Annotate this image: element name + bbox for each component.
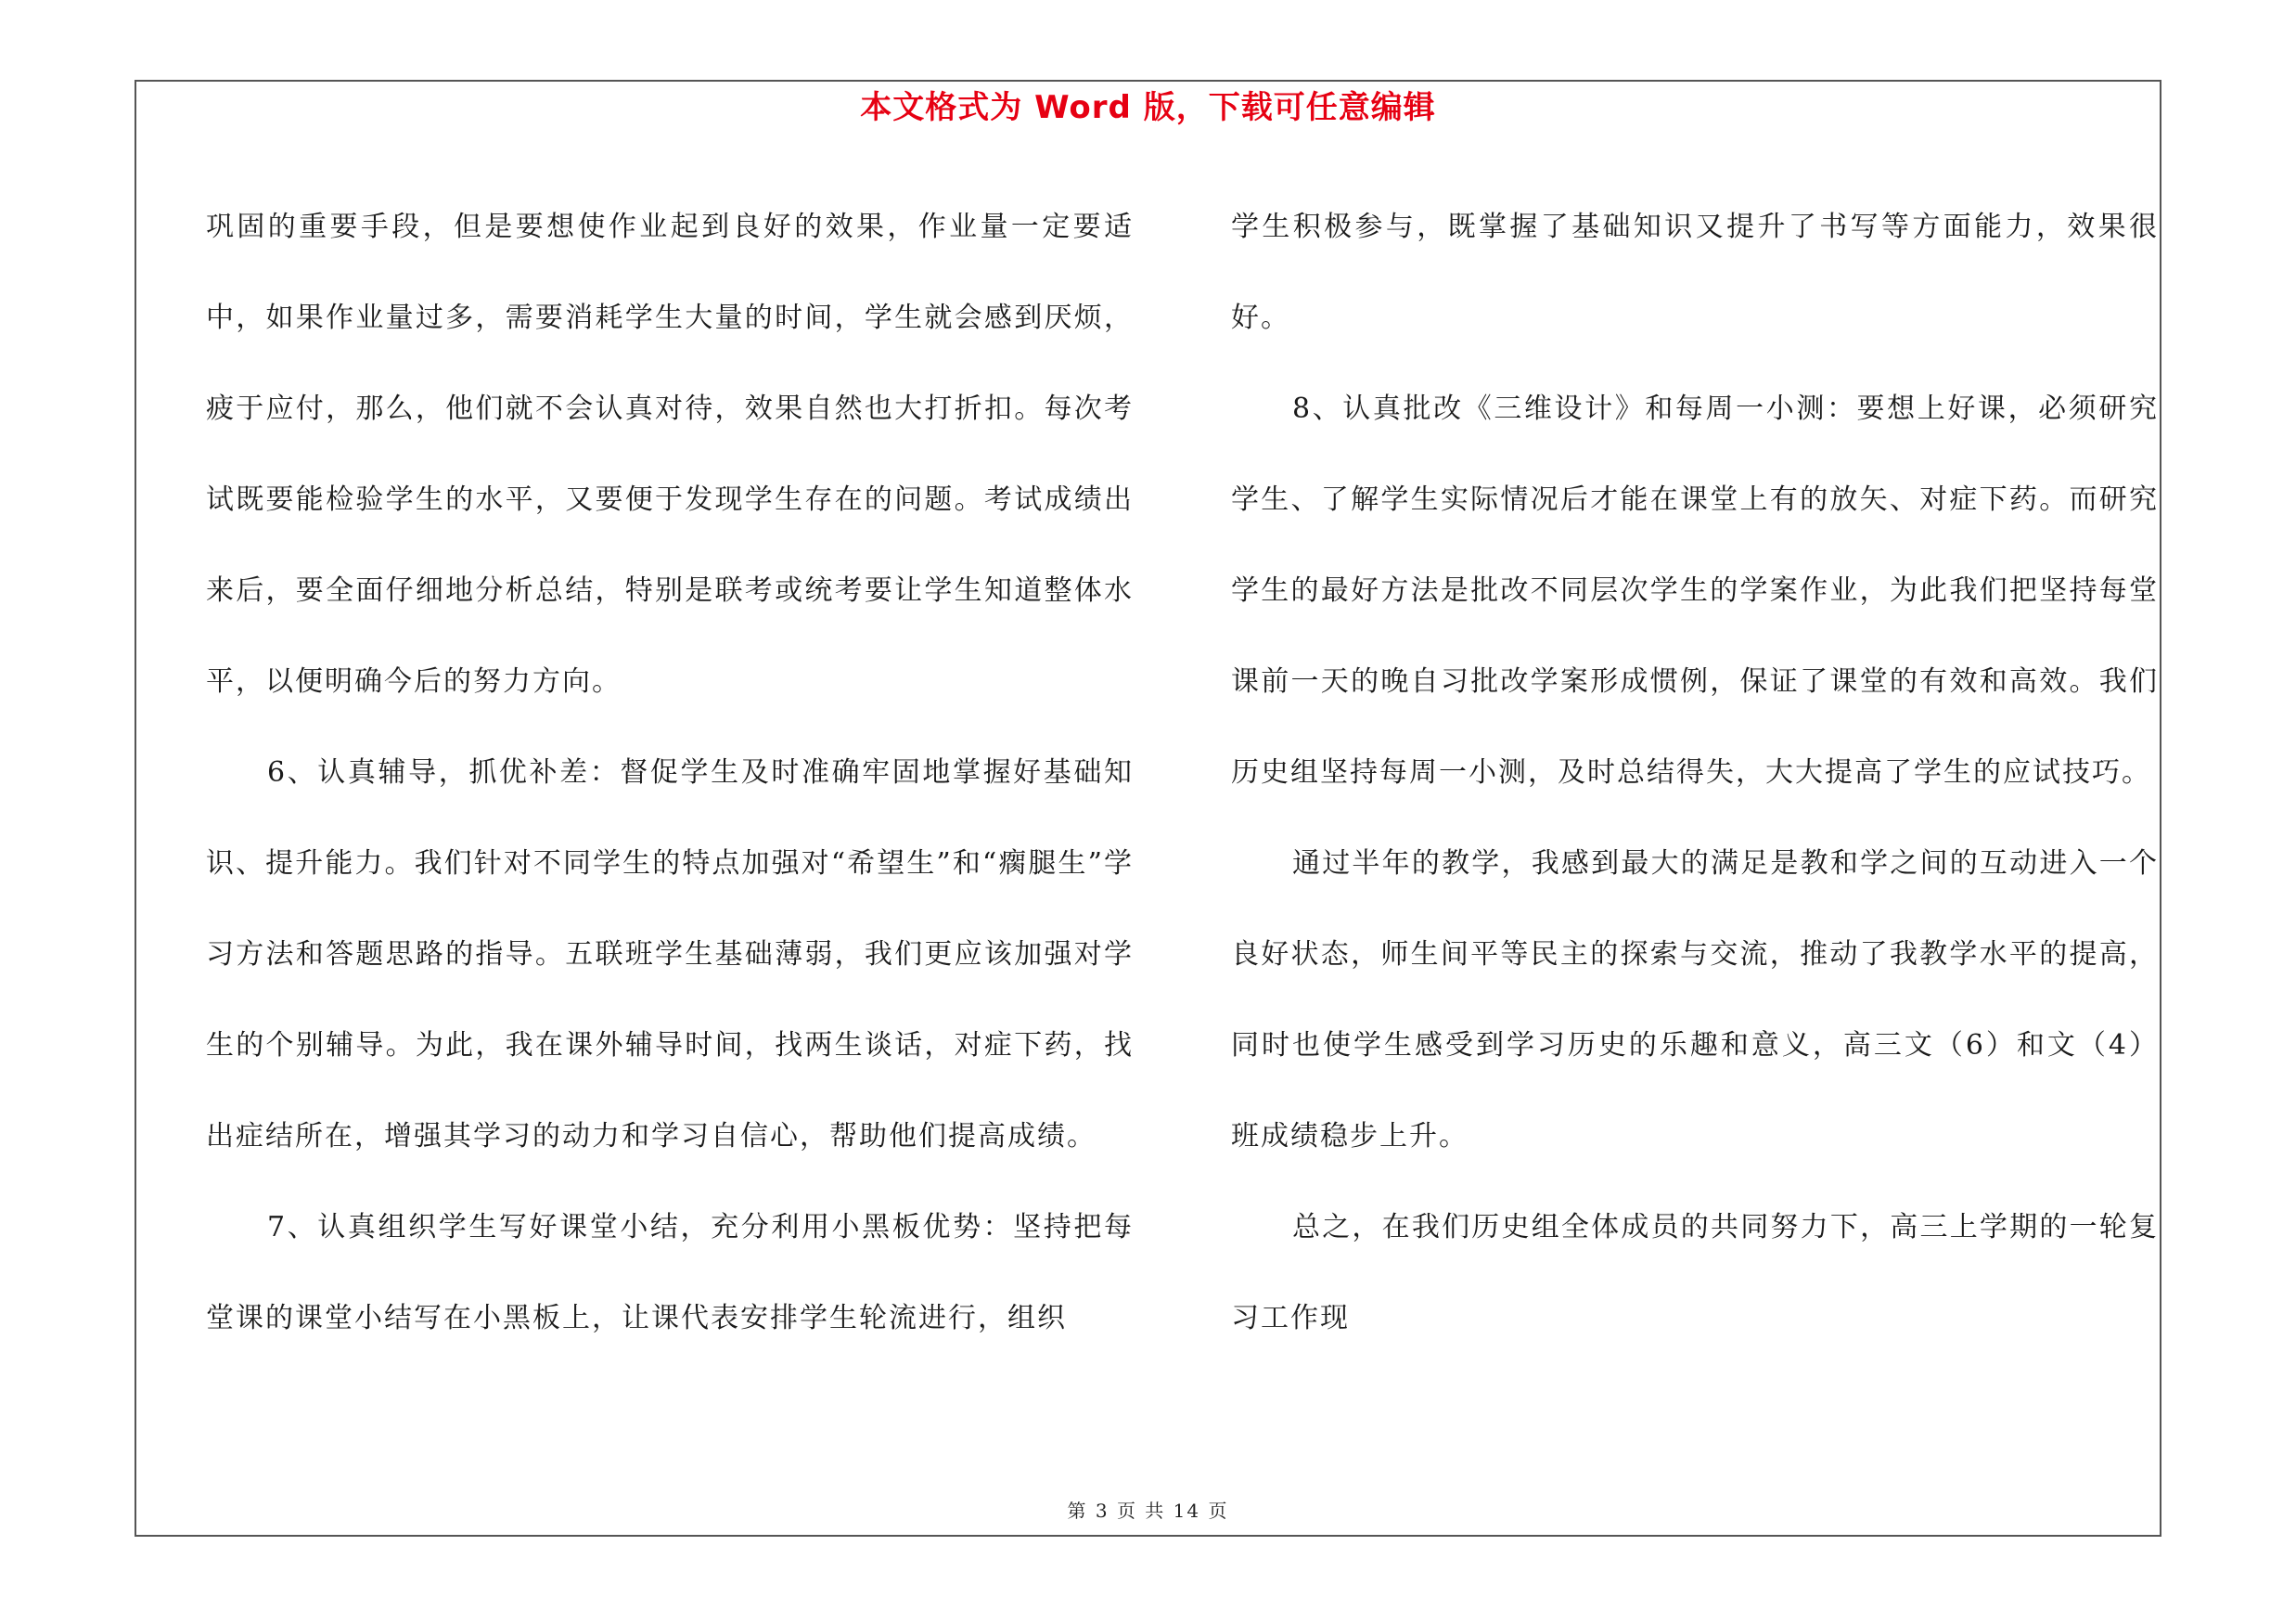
paragraph: 学生积极参与，既掌握了基础知识又提升了书写等方面能力，效果很好。 [1231,211,2159,334]
paragraph: 8、认真批改《三维设计》和每周一小测：要想上好课，必须研究学生、了解学生实际情况后才能在课堂上有的放矢、对症下药。而研究学生的最好方法是批改不同层次学生的学案作业，为此我们把坚持每堂课前一天的晚自习批改学案形成惯例，保证了课堂的有效和高效。我们历史组坚持每周一小测，及时总结得失，大大提高了学生的应试技巧。 [1231,393,2159,789]
page-number-footer: 第 3 页 共 14 页 [1067,1500,1229,1522]
left-column [206,182,1134,1364]
paragraph: 通过半年的教学，我感到最大的满足是教和学之间的互动进入一个良好状态，师生间平等民主的探索与交流，推动了我教学水平的提高，同时也使学生感受到学习历史的乐趣和意义，高三文（6）和文（4）班成绩稳步上升。 [1231,847,2159,1153]
paragraph: 总之，在我们历史组全体成员的共同努力下，高三上学期的一轮复习工作现 [1231,1211,2159,1334]
paragraph: 7、认真组织学生写好课堂小结，充分利用小黑板优势：坚持把每堂课的课堂小结写在小黑板上，让课代表安排学生轮流进行，组织 [206,1211,1134,1334]
word-format-banner: 本文格式为 Word 版，下载可任意编辑 [860,89,1436,126]
right-column [1231,182,2159,1364]
paragraph: 6、认真辅导，抓优补差：督促学生及时准确牢固地掌握好基础知识、提升能力。我们针对不同学生的特点加强对“希望生”和“瘸腿生”学习方法和答题思路的指导。五联班学生基础薄弱，我们更应该加强对学生的个别辅导。为此，我在课外辅导时间，找两生谈话，对症下药，找出症结所在，增强其学习的动力和学习自信心，帮助他们提高成绩。 [206,756,1134,1153]
paragraph: 巩固的重要手段，但是要想使作业起到良好的效果，作业量一定要适中，如果作业量过多，需要消耗学生大量的时间，学生就会感到厌烦，疲于应付，那么，他们就不会认真对待，效果自然也大打折扣。每次考试既要能检验学生的水平，又要便于发现学生存在的问题。考试成绩出来后，要全面仔细地分析总结，特别是联考或统考要让学生知道整体水平，以便明确今后的努力方向。 [206,211,1134,698]
